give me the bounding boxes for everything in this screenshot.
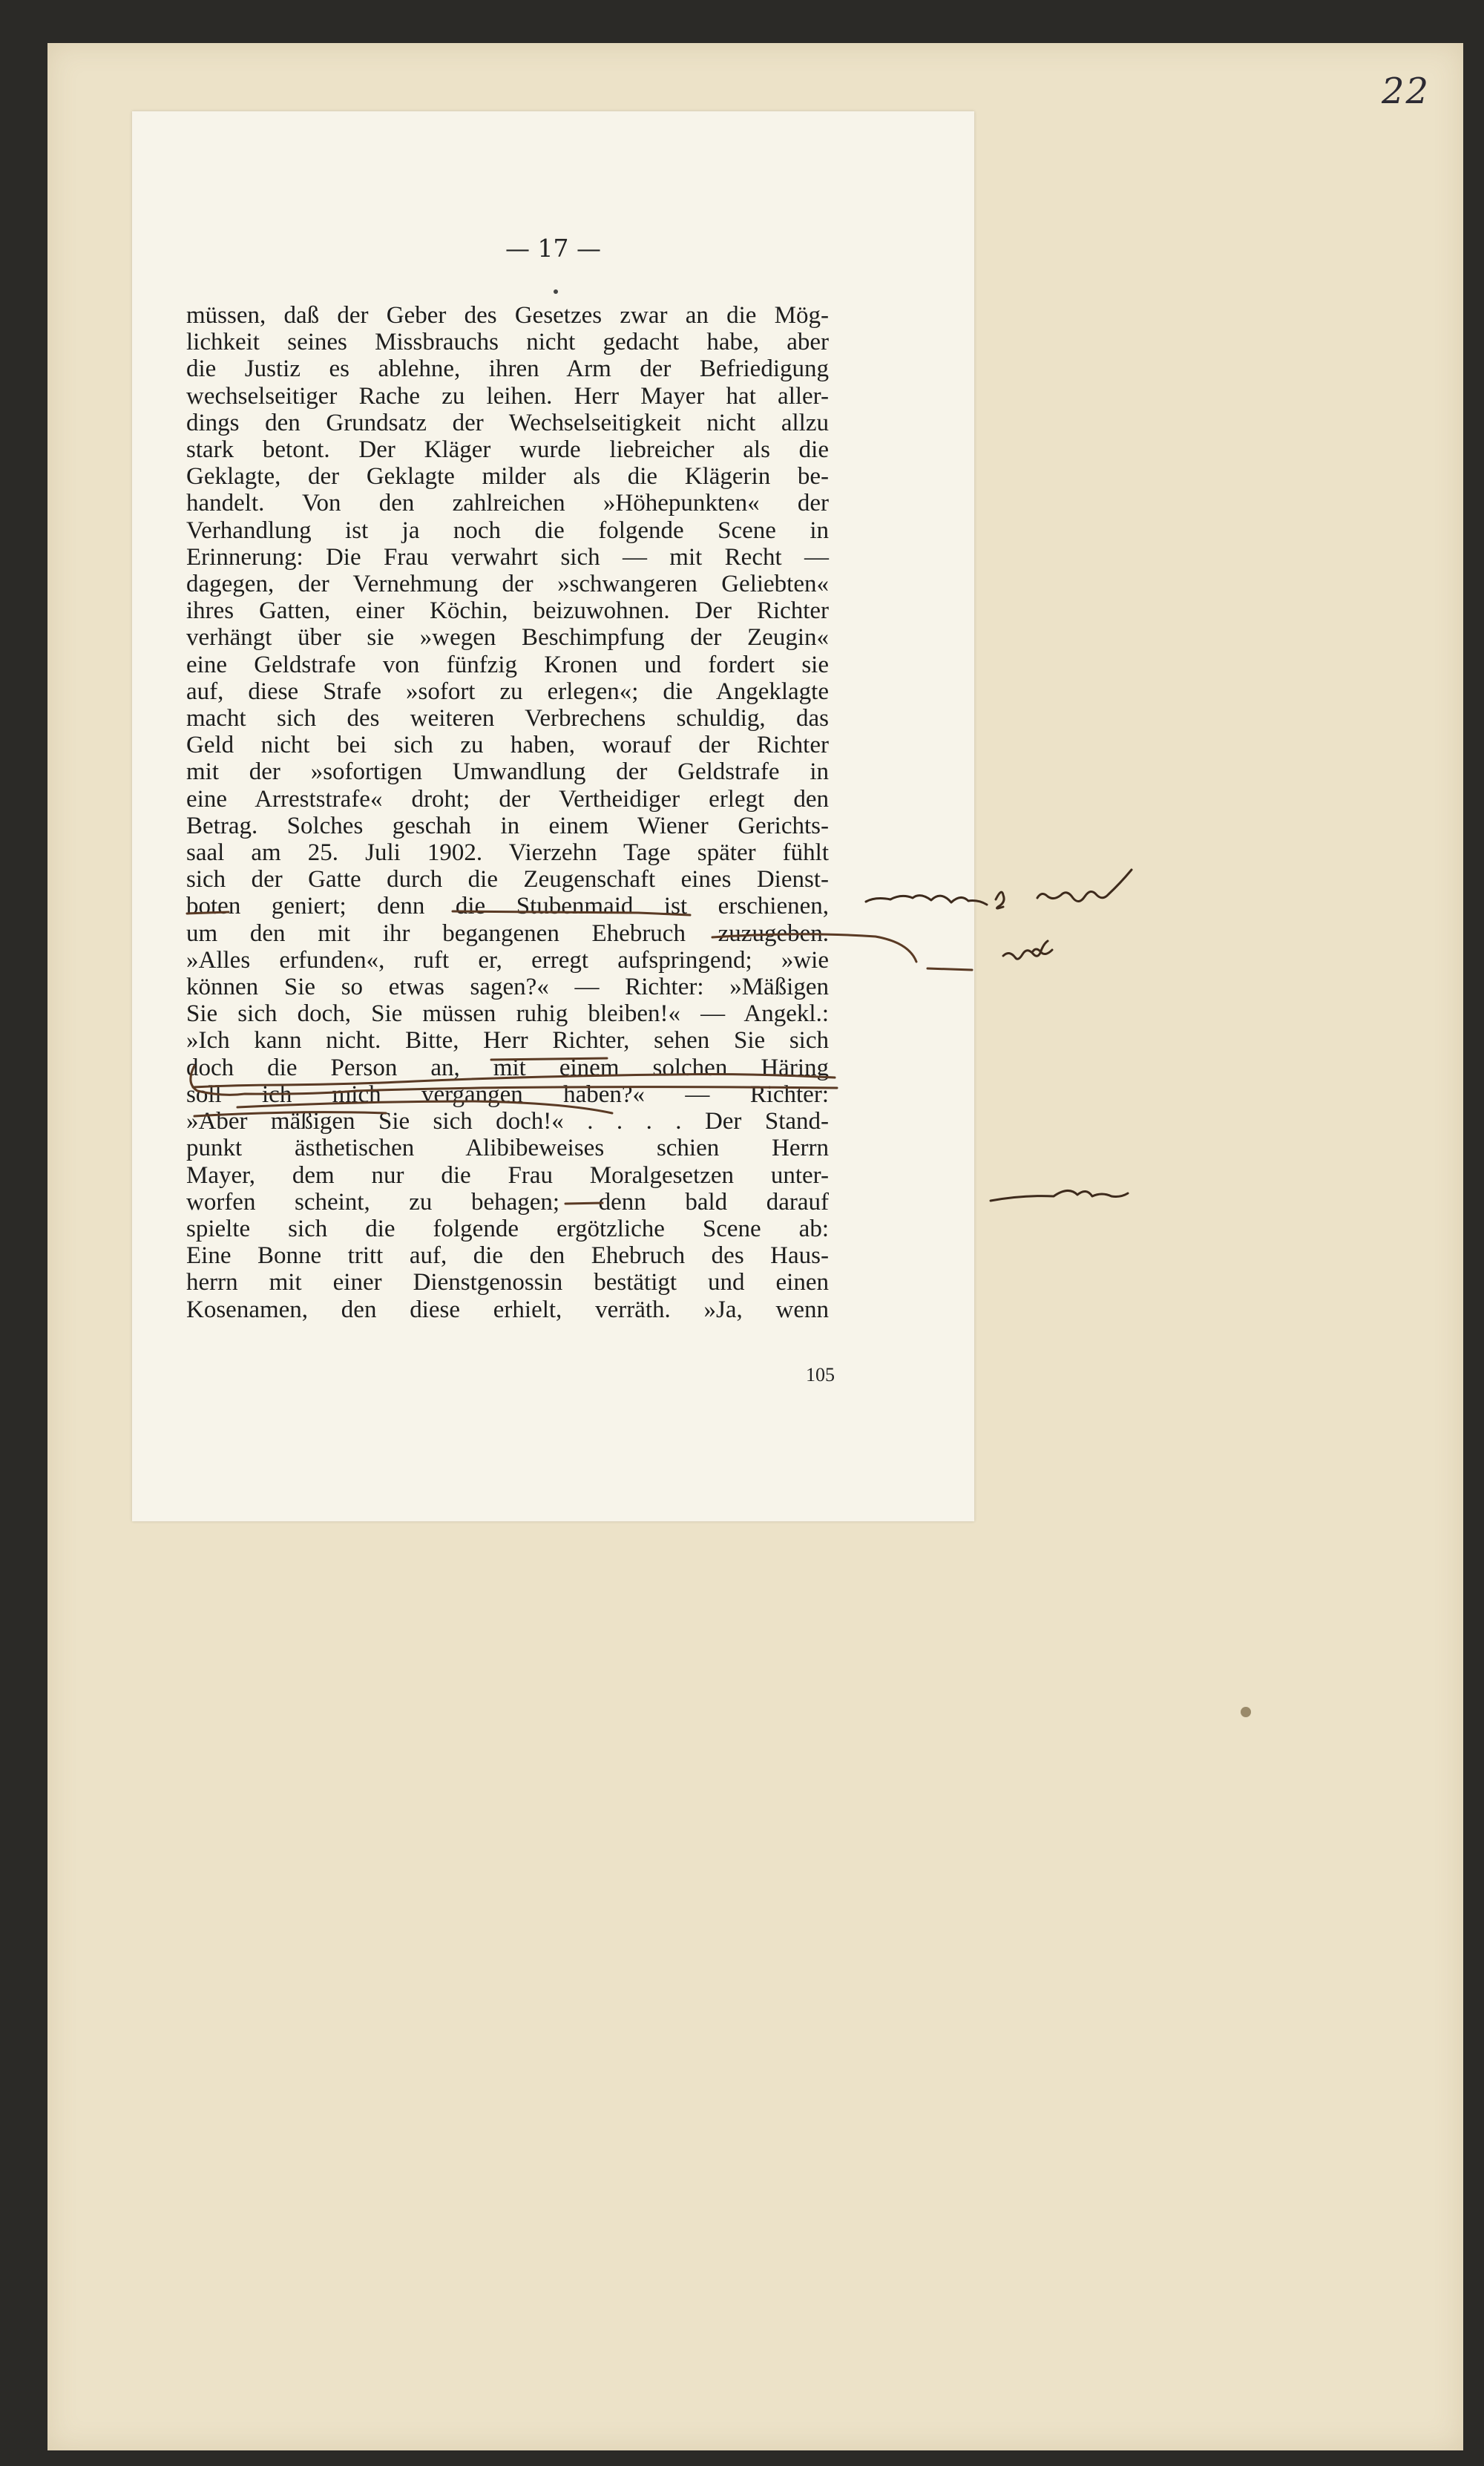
printed-clipping bbox=[132, 111, 974, 1521]
text-line: Sie sich doch, Sie müssen ruhig bleiben!« — Angekl.: bbox=[186, 1000, 829, 1028]
text-line: auf, diese Strafe »sofort zu erlegen«; die Angeklagte bbox=[186, 678, 829, 705]
text-line: müssen, daß der Geber des Gesetzes zwar an die Mög- bbox=[186, 302, 829, 329]
text-line: saal am 25. Juli 1902. Vierzehn Tage später fühlt bbox=[186, 839, 829, 867]
text-line: sich der Gatte durch die Zeugenschaft eines Dienst- bbox=[186, 866, 829, 893]
text-line: Betrag. Solches geschah in einem Wiener Gerichts- bbox=[186, 812, 829, 839]
text-line: soll ich mich vergangen haben?« — Richter: bbox=[186, 1080, 829, 1108]
running-head: — 17 — bbox=[505, 234, 601, 263]
text-line: verhängt über sie »wegen Beschimpfung der Zeugin« bbox=[186, 624, 829, 652]
archive-page-number: 22 bbox=[1382, 70, 1431, 112]
text-line: lichkeit seines Missbrauchs nicht gedacht habe, aber bbox=[186, 329, 829, 356]
text-line: spielte sich die folgende ergötzliche Scene ab: bbox=[186, 1215, 829, 1242]
text-line: eine Geldstrafe von fünfzig Kronen und fordert sie bbox=[186, 651, 829, 678]
body-text bbox=[186, 302, 829, 1323]
text-line: macht sich des weiteren Verbrechens schuldig, das bbox=[186, 705, 829, 732]
text-line: eine Arreststrafe« droht; der Vertheidiger erlegt den bbox=[186, 785, 829, 813]
text-line: doch die Person an, mit einem solchen Häring bbox=[186, 1054, 829, 1081]
text-line: boten geniert; denn die Stubenmaid ist erschienen, bbox=[186, 893, 829, 920]
text-line: können Sie so etwas sagen?« — Richter: »Mäßigen bbox=[186, 974, 829, 1001]
text-line: herrn mit einer Dienstgenossin bestätigt und einen bbox=[186, 1269, 829, 1296]
text-line: Erinnerung: Die Frau verwahrt sich — mit Recht — bbox=[186, 543, 829, 571]
text-line: die Justiz es ablehne, ihren Arm der Befriedigung bbox=[186, 355, 829, 383]
text-line: um den mit ihr begangenen Ehebruch zuzugeben. bbox=[186, 919, 829, 947]
text-line: wechselseitiger Rache zu leihen. Herr Mayer hat aller- bbox=[186, 382, 829, 410]
text-line: Verhandlung ist ja noch die folgende Scene in bbox=[186, 517, 829, 544]
text-line: Mayer, dem nur die Frau Moralgesetzen unter- bbox=[186, 1161, 829, 1189]
paper-stain bbox=[1241, 1707, 1251, 1717]
text-line: »Ich kann nicht. Bitte, Herr Richter, sehen Sie sich bbox=[186, 1027, 829, 1055]
text-line: punkt ästhetischen Alibibeweises schien Herrn bbox=[186, 1135, 829, 1162]
ink-dot bbox=[554, 289, 558, 294]
text-line: Eine Bonne tritt auf, die den Ehebruch des Haus- bbox=[186, 1242, 829, 1270]
text-line: dagegen, der Vernehmung der »schwangeren Geliebten« bbox=[186, 571, 829, 598]
text-line: Kosenamen, den diese erhielt, verräth. »Ja, wenn bbox=[186, 1296, 829, 1323]
text-line: stark betont. Der Kläger wurde liebreicher als die bbox=[186, 436, 829, 464]
text-line: dings den Grundsatz der Wechselseitigkeit nicht allzu bbox=[186, 409, 829, 436]
sheet-number: 105 bbox=[806, 1364, 835, 1386]
text-line: handelt. Von den zahlreichen »Höhepunkten« der bbox=[186, 490, 829, 517]
text-line: Geld nicht bei sich zu haben, worauf der Richter bbox=[186, 732, 829, 759]
text-line: worfen scheint, zu behagen; denn bald darauf bbox=[186, 1188, 829, 1216]
text-line: ihres Gatten, einer Köchin, beizuwohnen. Der Richter bbox=[186, 597, 829, 625]
text-line: »Alles erfunden«, ruft er, erregt aufspringend; »wie bbox=[186, 946, 829, 974]
text-line: Geklagte, der Geklagte milder als die Klägerin be- bbox=[186, 463, 829, 491]
text-line: mit der »sofortigen Umwandlung der Geldstrafe in bbox=[186, 758, 829, 786]
text-line: »Aber mäßigen Sie sich doch!« . . . . Der Stand- bbox=[186, 1108, 829, 1135]
